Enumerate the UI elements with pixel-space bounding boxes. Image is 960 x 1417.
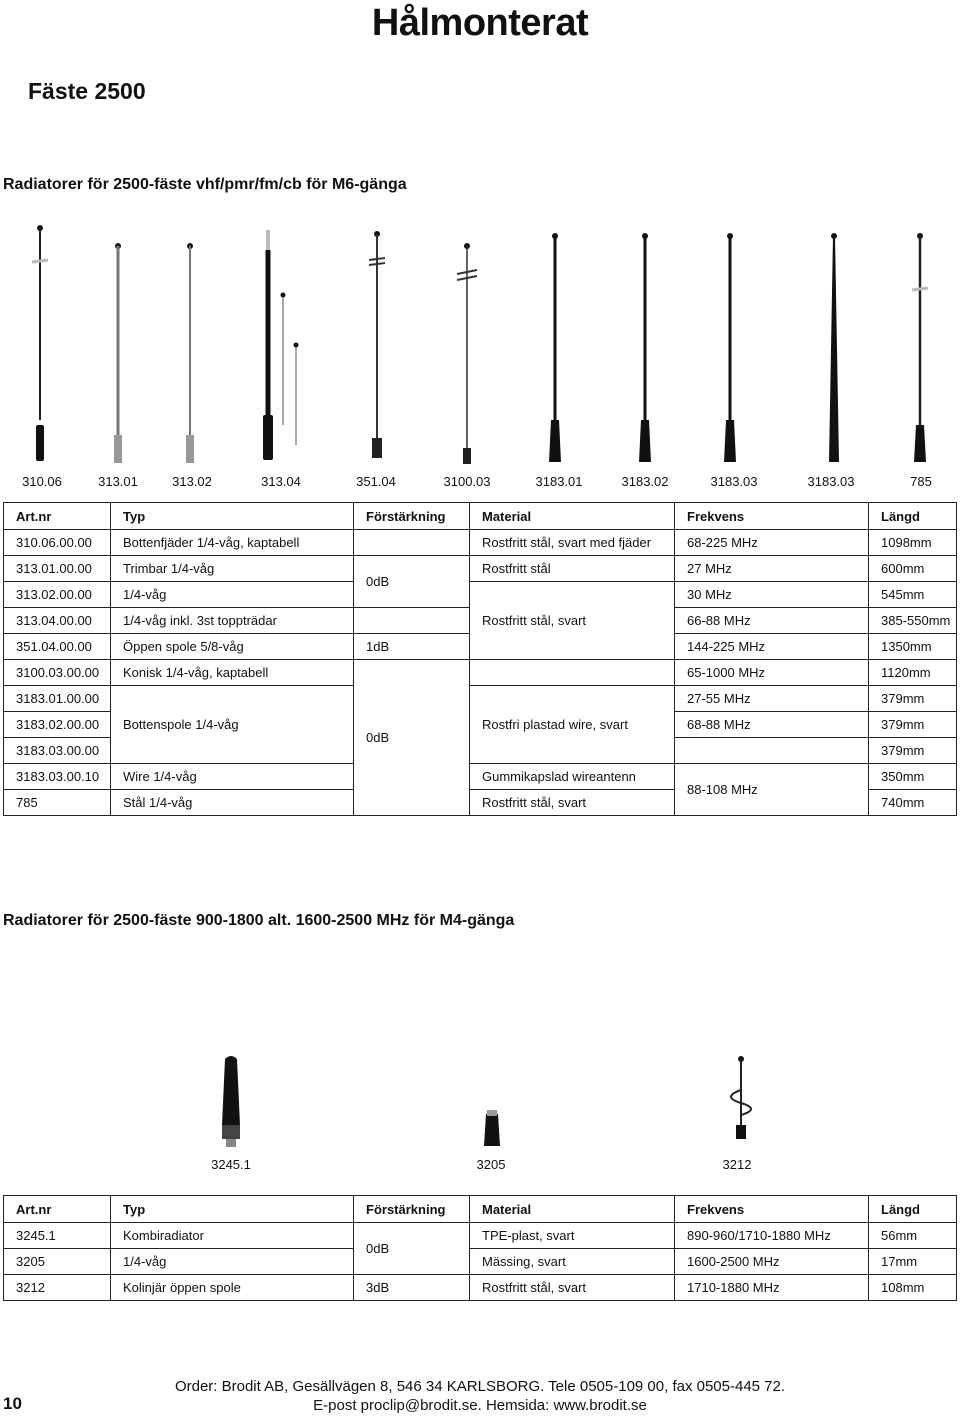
cell-forst: 0dB	[354, 556, 470, 608]
cell-frekvens	[675, 738, 869, 764]
antenna-image-3183-03-wire	[822, 230, 846, 465]
column-header: Frekvens	[675, 1196, 869, 1223]
cell-frekvens: 27 MHz	[675, 556, 869, 582]
column-header: Förstärkning	[354, 1196, 470, 1223]
cell-typ: Kolinjär öppen spole	[111, 1275, 354, 1301]
cell-langd: 350mm	[869, 764, 957, 790]
image-label: 313.01	[98, 474, 138, 489]
section1-heading: Radiatorer för 2500-fäste vhf/pmr/fm/cb för M6-gänga	[3, 176, 407, 193]
antenna-image-3183-01	[545, 230, 565, 465]
table-row	[4, 530, 957, 556]
cell-artnr: 3183.03.00.00	[4, 738, 111, 764]
column-header: Art.nr	[4, 1196, 111, 1223]
antenna-image-3183-03	[720, 230, 740, 465]
page-number: 10	[3, 1394, 22, 1413]
antenna-image-785	[910, 230, 930, 465]
cell-langd: 1350mm	[869, 634, 957, 660]
image-label: 3205	[476, 1157, 506, 1172]
cell-material: Mässing, svart	[470, 1249, 675, 1275]
cell-langd: 379mm	[869, 686, 957, 712]
image-label: 313.04	[261, 474, 301, 489]
cell-material: Rostfritt stål, svart	[470, 582, 675, 660]
section-title: Fäste 2500	[28, 78, 146, 104]
antenna-image-3100-03	[455, 240, 479, 465]
cell-material: Gummikapslad wireantenn	[470, 764, 675, 790]
cell-frekvens: 1600-2500 MHz	[675, 1249, 869, 1275]
cell-artnr: 3183.01.00.00	[4, 686, 111, 712]
image-label: 3100.03	[443, 474, 491, 489]
column-header: Material	[470, 1196, 675, 1223]
table-row	[4, 1275, 957, 1301]
antenna-image-313-02	[180, 240, 200, 465]
cell-material: Rostfritt stål	[470, 556, 675, 582]
cell-typ: Konisk 1/4-våg, kaptabell	[111, 660, 354, 686]
cell-forst	[354, 608, 470, 634]
antenna-image-310-06	[30, 220, 50, 465]
cell-typ: Kombiradiator	[111, 1223, 354, 1249]
image-label: 3212	[722, 1157, 752, 1172]
antenna-images	[0, 220, 960, 470]
cell-artnr: 351.04.00.00	[4, 634, 111, 660]
cell-forst: 0dB	[354, 660, 470, 816]
cell-frekvens: 30 MHz	[675, 582, 869, 608]
antenna-image-3183-02	[635, 230, 655, 465]
image-label: 785	[910, 474, 932, 489]
cell-material: Rostfri plastad wire, svart	[470, 686, 675, 764]
antenna-image-351-04	[365, 228, 389, 465]
cell-artnr: 3205	[4, 1249, 111, 1275]
cell-langd: 379mm	[869, 738, 957, 764]
column-header: Typ	[111, 503, 354, 530]
table-row	[4, 1249, 957, 1275]
cell-material: TPE-plast, svart	[470, 1223, 675, 1249]
cell-typ: Bottenfjäder 1/4-våg, kaptabell	[111, 530, 354, 556]
cell-frekvens: 1710-1880 MHz	[675, 1275, 869, 1301]
page-title: Hålmonterat	[371, 2, 589, 44]
cell-frekvens: 27-55 MHz	[675, 686, 869, 712]
cell-artnr: 313.02.00.00	[4, 582, 111, 608]
antenna-image-3212	[716, 1055, 766, 1145]
table-row	[4, 556, 957, 582]
image-label: 3183.03	[807, 474, 855, 489]
antenna-image-313-04	[258, 225, 304, 465]
column-header: Art.nr	[4, 503, 111, 530]
cell-langd: 379mm	[869, 712, 957, 738]
antenna-image-313-01	[108, 240, 128, 465]
table-row	[4, 582, 957, 608]
table-row	[4, 764, 957, 790]
column-header: Typ	[111, 1196, 354, 1223]
cell-typ: Öppen spole 5/8-våg	[111, 634, 354, 660]
cell-frekvens: 68-225 MHz	[675, 530, 869, 556]
cell-typ: Trimbar 1/4-våg	[111, 556, 354, 582]
cell-frekvens: 88-108 MHz	[675, 764, 869, 816]
footer-order: Order: Brodit AB, Gesällvägen 8, 546 34 KARLSBORG. Tele 0505-109 00, fax 0505-445 72.	[174, 1378, 786, 1395]
column-header: Längd	[869, 503, 957, 530]
antenna-image-3245-1	[216, 1055, 246, 1150]
image-label: 3183.02	[621, 474, 669, 489]
column-header: Längd	[869, 1196, 957, 1223]
cell-artnr: 3245.1	[4, 1223, 111, 1249]
cell-artnr: 3183.02.00.00	[4, 712, 111, 738]
cell-langd: 600mm	[869, 556, 957, 582]
cell-typ: Stål 1/4-våg	[111, 790, 354, 816]
cell-typ: Wire 1/4-våg	[111, 764, 354, 790]
cell-langd: 385-550mm	[869, 608, 957, 634]
image-label: 3245.1	[211, 1157, 251, 1172]
cell-material: Rostfritt stål, svart	[470, 790, 675, 816]
table-row	[4, 686, 957, 712]
image-label: 351.04	[356, 474, 396, 489]
cell-frekvens: 65-1000 MHz	[675, 660, 869, 686]
cell-artnr: 785	[4, 790, 111, 816]
cell-artnr: 3100.03.00.00	[4, 660, 111, 686]
column-header: Frekvens	[675, 503, 869, 530]
cell-langd: 108mm	[869, 1275, 957, 1301]
cell-typ: 1/4-våg	[111, 1249, 354, 1275]
column-header: Förstärkning	[354, 503, 470, 530]
cell-langd: 56mm	[869, 1223, 957, 1249]
cell-typ: 1/4-våg	[111, 582, 354, 608]
cell-frekvens: 890-960/1710-1880 MHz	[675, 1223, 869, 1249]
cell-artnr: 313.01.00.00	[4, 556, 111, 582]
cell-langd: 17mm	[869, 1249, 957, 1275]
cell-material	[470, 660, 675, 686]
cell-artnr: 3212	[4, 1275, 111, 1301]
cell-artnr: 313.04.00.00	[4, 608, 111, 634]
table-row	[4, 660, 957, 686]
table-row	[4, 1223, 957, 1249]
cell-langd: 545mm	[869, 582, 957, 608]
cell-forst: 0dB	[354, 1223, 470, 1275]
cell-langd: 740mm	[869, 790, 957, 816]
cell-langd: 1120mm	[869, 660, 957, 686]
radiator-table-gsm	[3, 1195, 957, 1301]
cell-forst	[354, 530, 470, 556]
cell-frekvens: 66-88 MHz	[675, 608, 869, 634]
cell-frekvens: 144-225 MHz	[675, 634, 869, 660]
cell-langd: 1098mm	[869, 530, 957, 556]
image-label: 3183.03	[710, 474, 758, 489]
radiator-table-vhf	[3, 502, 957, 816]
antenna-image-3205	[480, 1110, 504, 1150]
image-label: 313.02	[172, 474, 212, 489]
cell-typ: 1/4-våg inkl. 3st toppträdar	[111, 608, 354, 634]
cell-material: Rostfritt stål, svart med fjäder	[470, 530, 675, 556]
column-header: Material	[470, 503, 675, 530]
section2-heading: Radiatorer för 2500-fäste 900-1800 alt. 1600-2500 MHz för M4-gänga	[3, 912, 515, 929]
image-label: 3183.01	[535, 474, 583, 489]
footer	[0, 1377, 960, 1415]
cell-artnr: 3183.03.00.10	[4, 764, 111, 790]
cell-artnr: 310.06.00.00	[4, 530, 111, 556]
footer-contact: E-post proclip@brodit.se. Hemsida: www.brodit.se	[313, 1397, 647, 1414]
cell-material: Rostfritt stål, svart	[470, 1275, 675, 1301]
cell-forst: 3dB	[354, 1275, 470, 1301]
cell-forst: 1dB	[354, 634, 470, 660]
cell-frekvens: 68-88 MHz	[675, 712, 869, 738]
image-label: 310.06	[22, 474, 62, 489]
cell-typ: Bottenspole 1/4-våg	[111, 686, 354, 764]
